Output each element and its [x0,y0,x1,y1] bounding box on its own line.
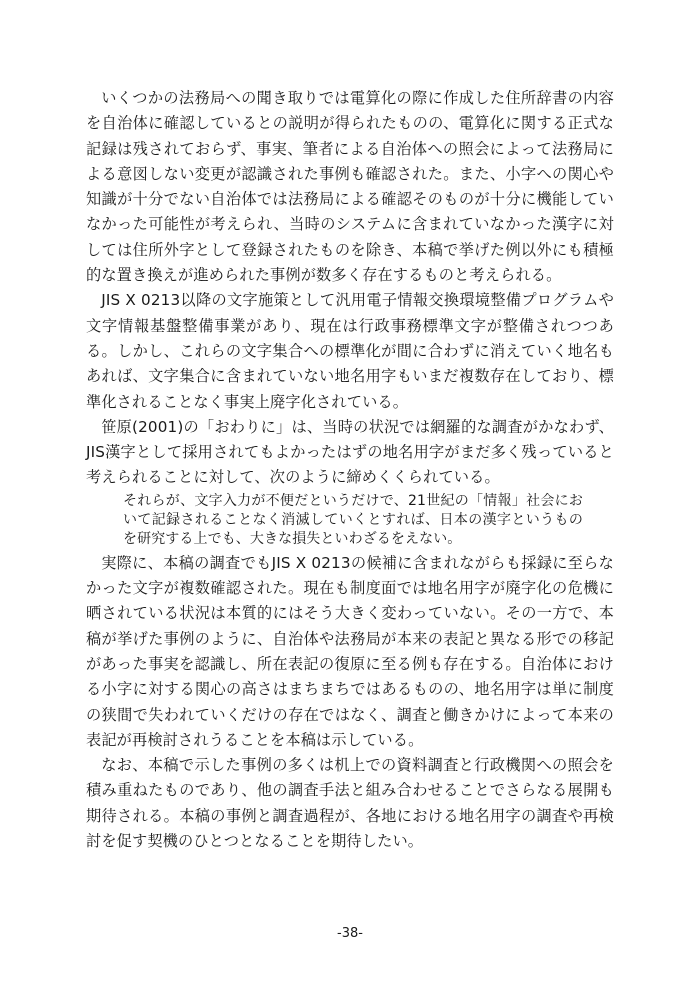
block-quote: それらが、文字入力が不便だというだけで、21世紀の「情報」社会において記録されることなく消滅していくとすれば、日本の漢字というものを研究する上でも、大きな損失といわざるをえない。 [123,492,583,547]
paragraph-2: JIS X 0213以降の文字施策として汎用電子情報交換環境整備プログラムや文字情報基盤整備事業があり、現在は行政事務標準文字が整備されつつある。しかし、これらの文字集合への標準化が間に合わずに消えていく地名もあれば、文字集合に含まれていない地名用字もいまだ複数存在しており、標準化されることなく事実上廃字化されている。 [86,291,614,411]
page-body [86,86,614,854]
paragraph-1: いくつかの法務局への聞き取りでは電算化の際に作成した住所辞書の内容を自治体に確認しているとの説明が得られたものの、電算化に関する正式な記録は残されておらず、事実、筆者による自治体への照会によって法務局による意図しない変更が認識された事例も確認された。また、小字への関心や知識が十分でない自治体では法務局による確認そのものが十分に機能していなかった可能性が考えられ、当時のシステムに含まれていなかった漢字に対しては住所外字として登録されたものを除き、本稿で挙げた例以外にも積極的な置き換えが進められた事例が数多く存在するものと考えられる。 [86,89,614,285]
page-number: -38- [337,926,363,941]
paragraph-4: 実際に、本稿の調査でもJIS X 0213の候補に含まれながらも採録に至らなかった文字が複数確認された。現在も制度面では地名用字が廃字化の危機に晒されている状況は本質的にはそう大きく変わっていない。その一方で、本稿が挙げた事例のように、自治体や法務局が本来の表記と異なる形での移記があった事実を認識し、所在表記の復原に至る例も存在する。自治体における小字に対する関心の高さはまちまちではあるものの、地名用字は単に制度の狭間で失われていくだけの存在ではなく、調査と働きかけによって本来の表記が再検討されうることを本稿は示している。 [86,553,614,749]
paragraph-3: 笹原(2001)の「おわりに」は、当時の状況では網羅的な調査がかなわず、JIS漢字として採用されてもよかったはずの地名用字がまだ多く残っていると考えられることに対して、次のように締めくくられている。 [86,417,614,487]
paragraph-5: なお、本稿で示した事例の多くは机上での資料調査と行政機関への照会を積み重ねたものであり、他の調査手法と組み合わせることでさらなる展開も期待される。本稿の事例と調査過程が、各地における地名用字の調査や再検討を促す契機のひとつとなることを期待したい。 [86,756,614,851]
